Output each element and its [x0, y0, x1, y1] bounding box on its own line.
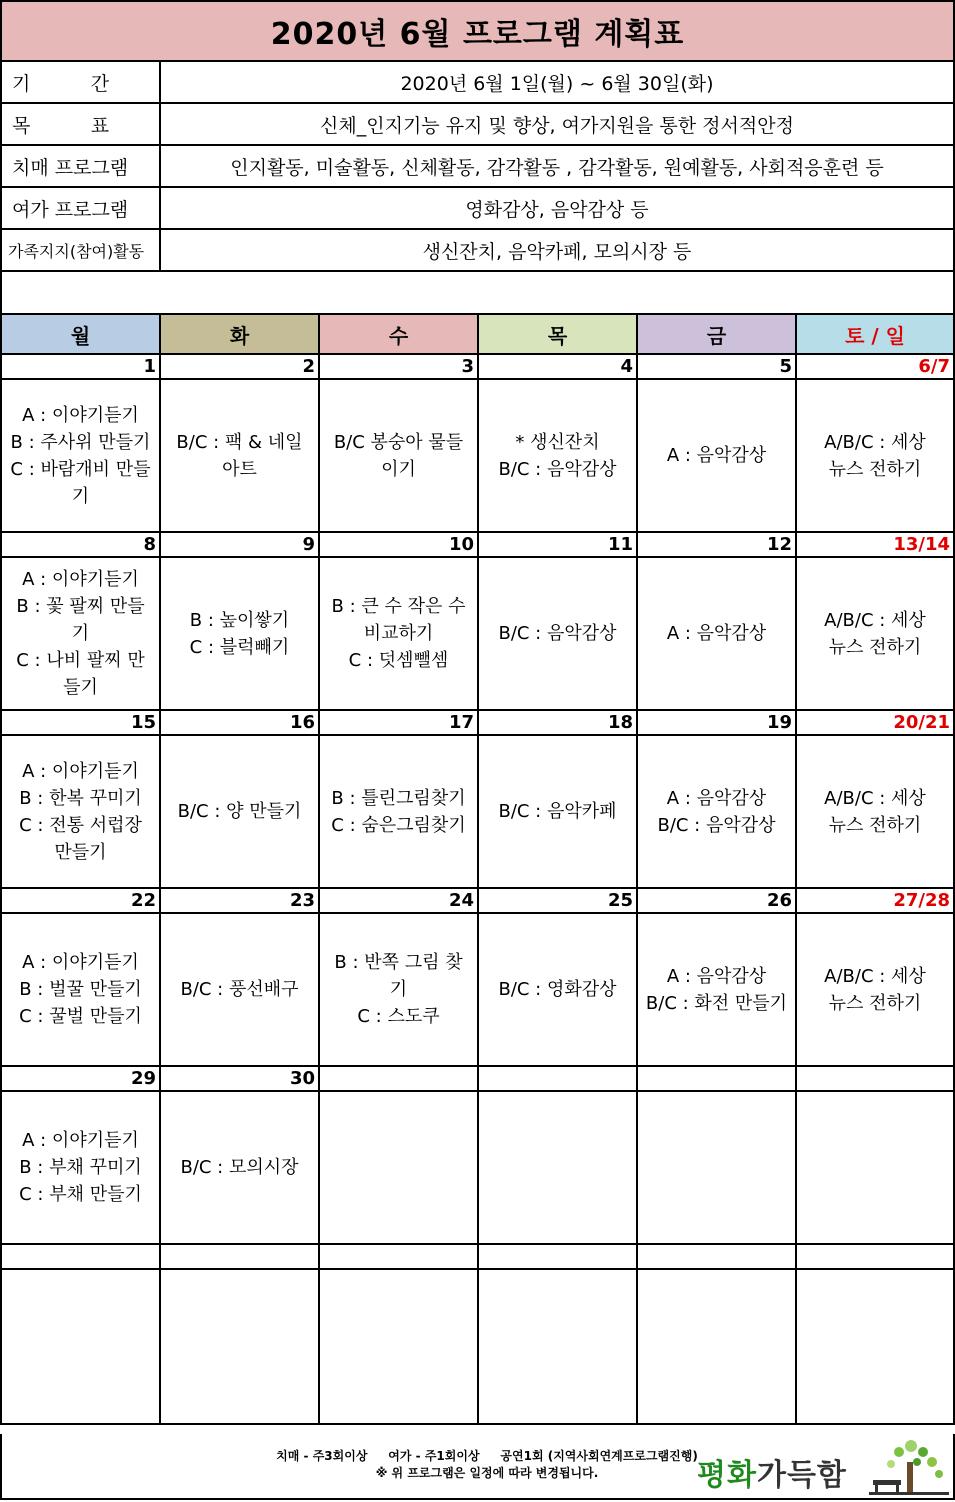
blank-row — [0, 1245, 955, 1270]
weekday-4: 금 — [638, 315, 797, 353]
activity-cell: B : 틀린그림찾기 C : 숨은그림찾기 — [320, 736, 479, 887]
activity-cell: A : 음악감상 B/C : 화전 만들기 — [638, 914, 797, 1065]
date-number: 6/7 — [797, 355, 955, 378]
activity-cell: B : 높이쌓기 C : 블럭빼기 — [161, 558, 320, 709]
date-number: 11 — [479, 533, 638, 556]
activity-cell: B/C : 팩 & 네일 아트 — [161, 380, 320, 531]
date-number: 5 — [638, 355, 797, 378]
date-number: 30 — [161, 1067, 320, 1090]
weekday-1: 화 — [161, 315, 320, 353]
activity-cell: B : 큰 수 작은 수 비교하기 C : 덧셈뺄셈 — [320, 558, 479, 709]
date-number — [320, 1067, 479, 1090]
activity-cell — [479, 1092, 638, 1243]
activity-cell: A : 이야기듣기 B : 한복 꾸미기 C : 전통 서럽장 만들기 — [2, 736, 161, 887]
weekday-0: 월 — [2, 315, 161, 353]
footer-line1: 치매 - 주3회이상 여가 - 주1회이상 공연1회 (지역사회연계프로그램진행) — [276, 1449, 698, 1463]
date-number — [797, 1067, 955, 1090]
info-value: 신체_인지기능 유지 및 향상, 여가지원을 통한 정서적안정 — [320, 114, 794, 137]
info-row — [0, 104, 955, 146]
footer-line2: ※ 위 프로그램은 일정에 따라 변경됩니다. — [375, 1466, 599, 1480]
week-row — [0, 711, 955, 889]
activity-cell: B/C : 음악감상 — [479, 558, 638, 709]
activity-cell: A : 이야기듣기 B : 벌꿀 만들기 C : 꿀벌 만들기 — [2, 914, 161, 1065]
activity-cell: B/C 봉숭아 물들 이기 — [320, 380, 479, 531]
week-row — [0, 889, 955, 1067]
activity-cell: A : 음악감상 — [638, 558, 797, 709]
info-label: 가족지지(참여)활동 — [2, 230, 161, 270]
logo-text-a: 평화 — [697, 1458, 757, 1493]
logo-text-b: 가득함 — [756, 1458, 847, 1493]
info-label: 기 간 — [2, 62, 161, 102]
activity-cell: A/B/C : 세상 뉴스 전하기 — [797, 736, 955, 887]
date-number: 3 — [320, 355, 479, 378]
activity-cell: B/C : 양 만들기 — [161, 736, 320, 887]
activity-cell: B/C : 음악카페 — [479, 736, 638, 887]
date-number — [638, 1067, 797, 1090]
footer-notes — [272, 1448, 702, 1482]
activity-cell: * 생신잔치 B/C : 음악감상 — [479, 380, 638, 531]
activity-cell: A/B/C : 세상 뉴스 전하기 — [797, 380, 955, 531]
activity-cell — [638, 1092, 797, 1243]
blank-row — [0, 271, 955, 313]
date-number: 10 — [320, 533, 479, 556]
date-number: 27/28 — [797, 889, 955, 912]
weekday-header — [0, 313, 955, 355]
activity-cell: A : 이야기듣기 B : 꽃 팔찌 만들 기 C : 나비 팔찌 만 들기 — [2, 558, 161, 709]
week-row — [0, 355, 955, 533]
info-value: 인지활동, 미술활동, 신체활동, 감각활동 , 감각활동, 원예활동, 사회적응훈련 등 — [230, 156, 884, 179]
page-title: 2020년 6월 프로그램 계획표 — [0, 0, 955, 62]
week-row — [0, 533, 955, 711]
info-row — [0, 230, 955, 272]
info-value: 2020년 6월 1일(월) ~ 6월 30일(화) — [400, 72, 714, 95]
activity-cell: B/C : 영화감상 — [479, 914, 638, 1065]
tree-bench-icon — [869, 1440, 949, 1496]
date-number: 29 — [2, 1067, 161, 1090]
activity-cell: B/C : 모의시장 — [161, 1092, 320, 1243]
activity-cell: A : 음악감상 — [638, 380, 797, 531]
date-number — [479, 1067, 638, 1090]
date-number: 15 — [2, 711, 161, 734]
date-number: 24 — [320, 889, 479, 912]
info-label: 목 표 — [2, 104, 161, 144]
info-value: 영화감상, 음악감상 등 — [465, 198, 649, 221]
date-number: 13/14 — [797, 533, 955, 556]
activity-cell — [320, 1092, 479, 1243]
date-number: 2 — [161, 355, 320, 378]
info-label: 치매 프로그램 — [2, 146, 161, 186]
activity-cell — [797, 1092, 955, 1243]
date-number: 23 — [161, 889, 320, 912]
date-number: 9 — [161, 533, 320, 556]
activity-cell: A/B/C : 세상 뉴스 전하기 — [797, 558, 955, 709]
date-number: 16 — [161, 711, 320, 734]
date-number: 22 — [2, 889, 161, 912]
activity-cell: A/B/C : 세상 뉴스 전하기 — [797, 914, 955, 1065]
date-number: 4 — [479, 355, 638, 378]
activity-cell: A : 이야기듣기 B : 부채 꾸미기 C : 부채 만들기 — [2, 1092, 161, 1243]
footer — [0, 1434, 955, 1500]
date-number: 20/21 — [797, 711, 955, 734]
date-number: 25 — [479, 889, 638, 912]
calendar-grid — [0, 313, 955, 1425]
info-row — [0, 62, 955, 104]
date-number: 17 — [320, 711, 479, 734]
activity-cell: A : 이야기듣기 B : 주사위 만들기 C : 바람개비 만들 기 — [2, 380, 161, 531]
date-number: 26 — [638, 889, 797, 912]
activity-cell: B/C : 풍선배구 — [161, 914, 320, 1065]
date-number: 1 — [2, 355, 161, 378]
blank-row — [0, 1270, 955, 1425]
weekday-3: 목 — [479, 315, 638, 353]
week-row — [0, 1067, 955, 1245]
date-number: 12 — [638, 533, 797, 556]
info-row — [0, 188, 955, 230]
date-number: 19 — [638, 711, 797, 734]
activity-cell: B : 반쪽 그림 찾 기 C : 스도쿠 — [320, 914, 479, 1065]
weekday-2: 수 — [320, 315, 479, 353]
info-label: 여가 프로그램 — [2, 188, 161, 228]
date-number: 18 — [479, 711, 638, 734]
activity-cell: A : 음악감상 B/C : 음악감상 — [638, 736, 797, 887]
weekday-5: 토 / 일 — [797, 315, 955, 353]
logo — [697, 1440, 952, 1496]
info-row — [0, 146, 955, 188]
info-value: 생신잔치, 음악카페, 모의시장 등 — [422, 240, 692, 263]
date-number: 8 — [2, 533, 161, 556]
